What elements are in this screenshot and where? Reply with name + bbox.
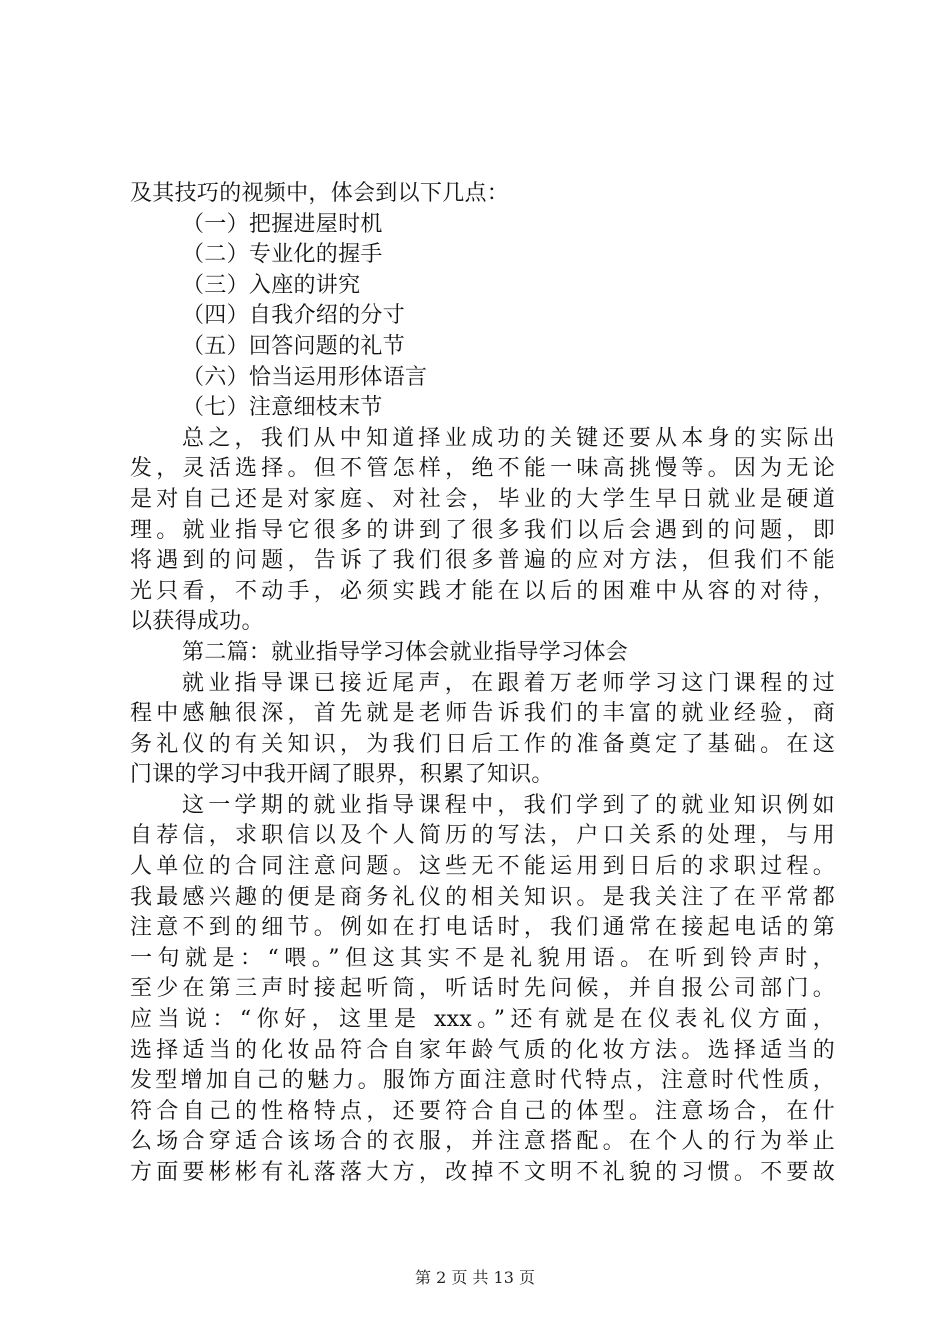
paragraph-line: 这一学期的就业指导课程中，我们学到了的就业知识例如 bbox=[182, 792, 835, 818]
paragraph-line: 发型增加自己的魅力。服饰方面注意时代特点，注意时代性质， bbox=[130, 1068, 835, 1094]
paragraph-line: 是对自己还是对家庭、对社会，毕业的大学生早日就业是硬道 bbox=[130, 486, 835, 512]
list-item: （三）入座的讲究 bbox=[182, 272, 361, 298]
paragraph-line: 方面要彬彬有礼落落大方，改掉不文明不礼貌的习惯。不要故 bbox=[130, 1160, 835, 1185]
paragraph-line: 自荐信，求职信以及个人简历的写法，户口关系的处理，与用 bbox=[130, 823, 835, 849]
paragraph-line: 总之，我们从中知道择业成功的关键还要从本身的实际出 bbox=[182, 425, 835, 451]
paragraph-course-details bbox=[130, 791, 835, 1189]
paragraph-line: 就业指导课已接近尾声，在跟着万老师学习这门课程的过 bbox=[182, 670, 835, 696]
paragraph-line: 我最感兴趣的便是商务礼仪的相关知识。是我关注了在平常都 bbox=[130, 884, 835, 910]
paragraph-course-intro bbox=[130, 669, 835, 791]
list-item: （一）把握进屋时机 bbox=[182, 211, 383, 237]
list-item: （四）自我介绍的分寸 bbox=[182, 303, 406, 329]
paragraph-line: 一句就是：“喂。”但这其实不是礼貌用语。在听到铃声时， bbox=[130, 945, 835, 971]
paragraph-line: 理。就业指导它很多的讲到了很多我们以后会遇到的问题，即 bbox=[130, 517, 835, 543]
paragraph-line: 以获得成功。 bbox=[130, 609, 264, 635]
list-item: （五）回答问题的礼节 bbox=[182, 333, 406, 359]
page-number-footer: 第 2 页 共 13 页 bbox=[415, 1268, 535, 1287]
intro-line: 及其技巧的视频中，体会到以下几点： bbox=[130, 181, 510, 206]
paragraph-line: 光只看，不动手，必须实践才能在以后的困难中从容的对待， bbox=[130, 578, 835, 604]
document-body bbox=[130, 179, 835, 1189]
paragraph-line: 选择适当的化妆品符合自家年龄气质的化妆方法。选择适当的 bbox=[130, 1037, 835, 1063]
paragraph-line: 人单位的合同注意问题。这些无不能运用到日后的求职过程。 bbox=[130, 854, 835, 880]
section-title: 第二篇：就业指导学习体会就业指导学习体会 bbox=[182, 639, 629, 665]
paragraph-line: 发，灵活选择。但不管怎样，绝不能一味高挑慢等。因为无论 bbox=[130, 456, 835, 482]
paragraph-line: 将遇到的问题，告诉了我们很多普遍的应对方法，但我们不能 bbox=[130, 548, 835, 574]
paragraph-summary bbox=[130, 424, 835, 638]
paragraph-line: 符合自己的性格特点，还要符合自己的体型。注意场合，在什 bbox=[130, 1098, 835, 1124]
paragraph-line: 注意不到的细节。例如在打电话时，我们通常在接起电话的第 bbox=[130, 915, 835, 941]
paragraph-line: 至少在第三声时接起听筒，听话时先问候，并自报公司部门。 bbox=[130, 976, 835, 1002]
paragraph-line: 应当说：“你好，这里是 xxx。”还有就是在仪表礼仪方面， bbox=[130, 1007, 835, 1033]
list-item: （六）恰当运用形体语言 bbox=[182, 364, 428, 390]
paragraph-line: 门课的学习中我开阔了眼界，积累了知识。 bbox=[130, 762, 554, 788]
points-list bbox=[130, 210, 835, 424]
paragraph-line: 么场合穿适合该场合的衣服，并注意搭配。在个人的行为举止 bbox=[130, 1129, 835, 1155]
list-item: （二）专业化的握手 bbox=[182, 242, 383, 268]
paragraph-line: 程中感触很深，首先就是老师告诉我们的丰富的就业经验，商 bbox=[130, 701, 835, 727]
paragraph-line: 务礼仪的有关知识，为我们日后工作的准备奠定了基础。在这 bbox=[130, 731, 835, 757]
list-item: （七）注意细枝末节 bbox=[182, 395, 383, 421]
